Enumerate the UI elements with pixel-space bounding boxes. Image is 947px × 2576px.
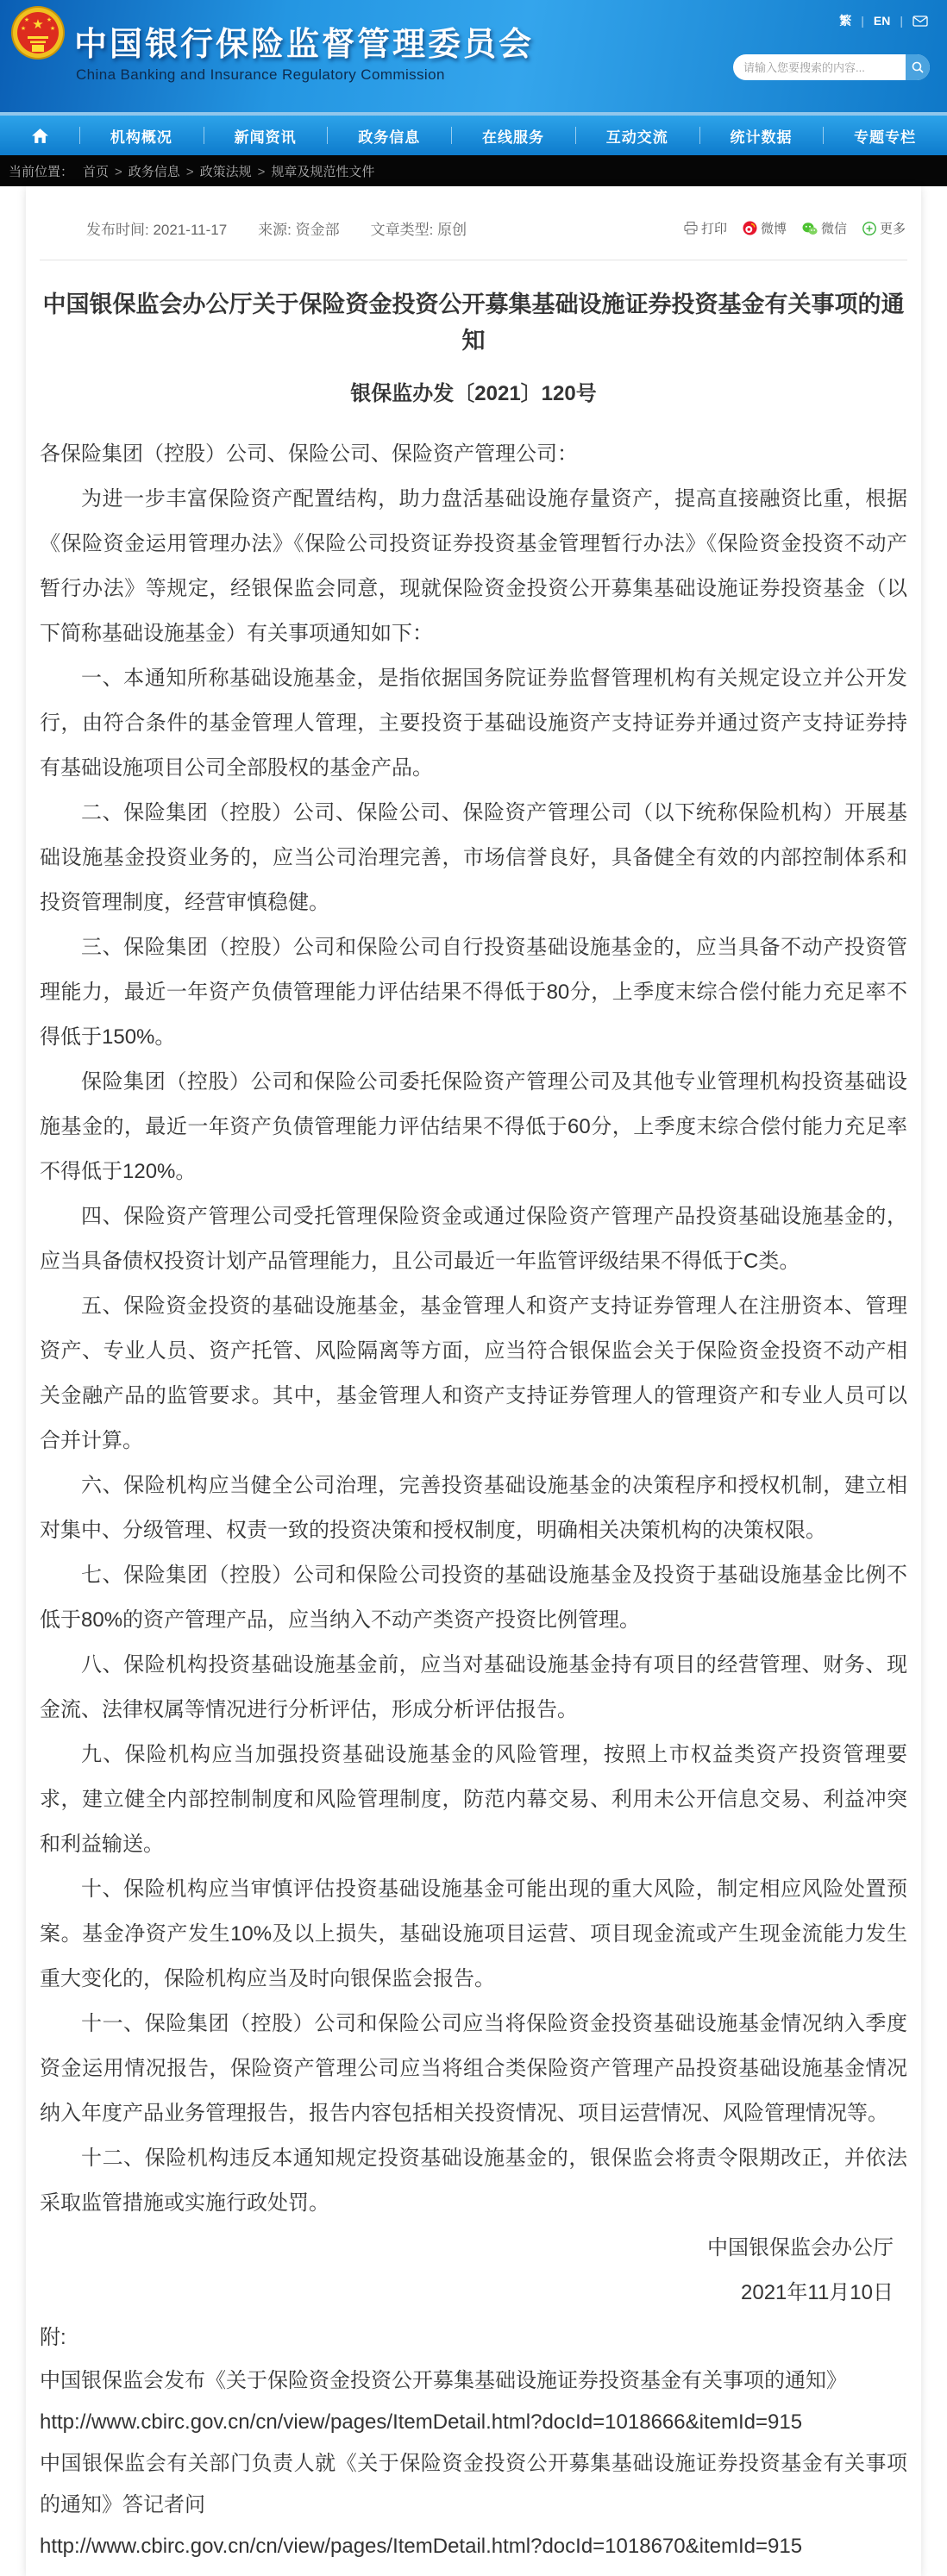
wechat-icon xyxy=(802,222,818,235)
site-subtitle-en: China Banking and Insurance Regulatory Commission xyxy=(76,66,445,83)
site-header xyxy=(0,0,947,112)
nav-item-6[interactable]: 专题专栏 xyxy=(823,116,947,155)
nav-item-0[interactable]: 机构概况 xyxy=(79,116,204,155)
wechat-share-button[interactable]: 微信 xyxy=(802,219,847,237)
article-paragraph: 三、保险集团（控股）公司和保险公司自行投资基础设施基金的，应当具备不动产投资管理能力，最近一年资产负债管理能力评估结果不得低于80分，上季度末综合偿付能力充足率不得低于150%。 xyxy=(40,936,907,1049)
article-container xyxy=(26,186,921,2576)
search-button[interactable] xyxy=(906,54,930,80)
breadcrumb-link[interactable]: 首页 xyxy=(83,164,110,179)
breadcrumb-separator: > xyxy=(185,164,194,179)
article-body xyxy=(26,406,921,2567)
printer-icon xyxy=(684,222,698,235)
svg-text:★: ★ xyxy=(20,26,27,32)
article-paragraph: 保险集团（控股）公司和保险公司委托保险资产管理公司及其他专业管理机构投资基础设施基金的，最近一年资产负债管理能力评估结果不得低于60分，上季度末综合偿付能力充足率不得低于120%。 xyxy=(40,1070,907,1183)
article-title: 中国银保监会办公厅关于保险资金投资公开募集基础设施证券投资基金有关事项的通知 xyxy=(42,291,905,354)
article-type: 文章类型: 原创 xyxy=(370,222,467,238)
article-paragraph: 六、保险机构应当健全公司治理，完善投资基础设施基金的决策程序和授权机制，建立相对集中、分级管理、权责一致的投资决策和授权制度，明确相关决策机构的决策权限。 xyxy=(40,1474,907,1542)
more-share-button[interactable]: 更多 xyxy=(862,219,906,237)
nav-item-2[interactable]: 政务信息 xyxy=(327,116,451,155)
article-paragraph: 为进一步丰富保险资产配置结构，助力盘活基础设施存量资产，提高直接融资比重，根据《保险资金运用管理办法》《保险公司投资证券投资基金管理暂行办法》《保险资金投资不动产暂行办法》等规定，经银保监会同意，现就保险资金投资公开募集基础设施证券投资基金（以下简称基础设施基金）有关事项通知如下： xyxy=(40,487,907,645)
article-paragraph: 十二、保险机构违反本通知规定投资基础设施基金的，银保监会将责令限期改正，并依法采取监管措施或实施行政处罚。 xyxy=(40,2147,907,2215)
article-paragraph: 九、保险机构应当加强投资基础设施基金的风险管理，按照上市权益类资产投资管理要求，建立健全内部控制制度和风险管理制度，防范内幕交易、利用未公开信息交易、利益冲突和利益输送。 xyxy=(40,1743,907,1856)
nav-item-5[interactable]: 统计数据 xyxy=(699,116,824,155)
article-paragraph: 八、保险机构投资基础设施基金前，应当对基础设施基金持有项目的经营管理、财务、现金流、法律权属等情况进行分析评估，形成分析评估报告。 xyxy=(40,1653,907,1721)
breadcrumb-link[interactable]: 政务信息 xyxy=(128,164,180,179)
site-title: 中国银行保险监督管理委员会 xyxy=(74,27,535,63)
print-button[interactable]: 打印 xyxy=(684,219,727,237)
article-paragraph: 四、保险资产管理公司受托管理保险资金或通过保险资产管理产品投资基础设施基金的，应当具备债权投资计划产品管理能力，且公司最近一年监管评级结果不得低于C类。 xyxy=(40,1205,907,1273)
article-meta-row xyxy=(26,186,921,253)
nav-item-3[interactable]: 在线服务 xyxy=(451,116,575,155)
attachment-url: http://www.cbirc.gov.cn/cn/view/pages/ItemDetail.html?docId=1018670&itemId=915 xyxy=(40,2535,803,2558)
breadcrumb-link[interactable]: 规章及规范性文件 xyxy=(271,164,375,179)
article-paragraph: 十一、保险集团（控股）公司和保险公司应当将保险资金投资基础设施基金情况纳入季度资金运用情况报告，保险资产管理公司应当将组合类保险资产管理产品投资基础设施基金情况纳入年度产品业务管理报告，报告内容包括相关投资情况、项目运营情况、风险管理情况等。 xyxy=(40,2012,907,2125)
nav-item-4[interactable]: 互动交流 xyxy=(575,116,699,155)
share-actions xyxy=(684,219,906,237)
main-nav xyxy=(0,112,947,155)
mail-icon[interactable] xyxy=(913,16,928,27)
article-paragraph: 五、保险资金投资的基础设施基金，基金管理人和资产支持证券管理人在注册资本、管理资产、专业人员、资产托管、风险隔离等方面，应当符合银保监会关于保险资金投资不动产相关金融产品的监管要求。其中，基金管理人和资产支持证券管理人的管理资产和专业人员可以合并计算。 xyxy=(40,1294,907,1452)
lang-traditional-link[interactable]: 繁 xyxy=(839,14,852,28)
lang-english-link[interactable]: EN xyxy=(873,14,891,28)
weibo-icon xyxy=(743,221,757,235)
publish-date: 发布时间: 2021-11-17 xyxy=(86,222,228,238)
article-paragraph: 一、本通知所称基础设施基金，是指依据国务院证券监督管理机构有关规定设立并公开发行，由符合条件的基金管理人管理，主要投资于基础设施资产支持证券并通过资产支持证券持有基础设施项目公司全部股权的基金产品。 xyxy=(40,667,907,780)
svg-text:★: ★ xyxy=(49,26,56,32)
article-salutation: 各保险集团（控股）公司、保险公司、保险资产管理公司： xyxy=(40,442,578,466)
nav-home-button[interactable] xyxy=(0,116,79,155)
attachment-url: http://www.cbirc.gov.cn/cn/view/pages/ItemDetail.html?docId=1018666&itemId=915 xyxy=(40,2410,803,2434)
breadcrumb-label: 当前位置： xyxy=(9,164,74,179)
top-links xyxy=(839,12,928,29)
national-emblem-logo xyxy=(10,5,66,65)
search-icon xyxy=(911,60,925,74)
attachment-title: 中国银保监会有关部门负责人就《关于保险资金投资公开募集基础设施证券投资基金有关事项的通知》答记者问 xyxy=(40,2452,907,2516)
article-paragraph: 二、保险集团（控股）公司、保险公司、保险资产管理公司（以下统称保险机构）开展基础设施基金投资业务的，应当公司治理完善，市场信誉良好，具备健全有效的内部控制体系和投资管理制度，经营审慎稳健。 xyxy=(40,801,907,914)
breadcrumb-link[interactable]: 政策法规 xyxy=(199,164,252,179)
article-source: 来源: 资金部 xyxy=(258,222,340,238)
breadcrumb-separator: > xyxy=(115,164,122,179)
svg-text:★: ★ xyxy=(46,17,53,23)
weibo-share-button[interactable]: 微博 xyxy=(743,219,787,237)
document-number: 银保监办发〔2021〕120号 xyxy=(350,382,597,405)
article-paragraph: 十、保险机构应当审慎评估投资基础设施基金可能出现的重大风险，制定相应风险处置预案。基金净资产发生10%及以上损失，基础设施项目运营、项目现金流或产生现金流能力发生重大变化的，保险机构应当及时向银保监会报告。 xyxy=(40,1877,907,1990)
top-link-separator: | xyxy=(861,14,864,28)
article-paragraph: 七、保险集团（控股）公司和保险公司投资的基础设施基金及投资于基础设施基金比例不低于80%的资产管理产品，应当纳入不动产类资产投资比例管理。 xyxy=(40,1564,907,1632)
article-paragraphs xyxy=(40,477,907,2226)
attachment-title: 中国银保监会发布《关于保险资金投资公开募集基础设施证券投资基金有关事项的通知》 xyxy=(40,2369,847,2392)
signature-date: 2021年11月10日 xyxy=(741,2281,894,2304)
nav-item-1[interactable]: 新闻资讯 xyxy=(204,116,328,155)
breadcrumb xyxy=(0,155,947,186)
svg-text:★: ★ xyxy=(32,17,44,32)
home-icon xyxy=(31,128,49,144)
signature-issuer: 中国银保监会办公厅 xyxy=(707,2236,894,2259)
plus-circle-icon xyxy=(862,222,876,235)
svg-text:★: ★ xyxy=(23,17,30,23)
breadcrumb-items xyxy=(77,162,380,180)
search-box xyxy=(733,54,930,80)
attachment-label: 附: xyxy=(40,2326,66,2349)
attachment-list xyxy=(40,2360,907,2567)
breadcrumb-separator: > xyxy=(257,164,266,179)
search-input[interactable] xyxy=(733,54,906,80)
top-link-separator: | xyxy=(900,14,903,28)
